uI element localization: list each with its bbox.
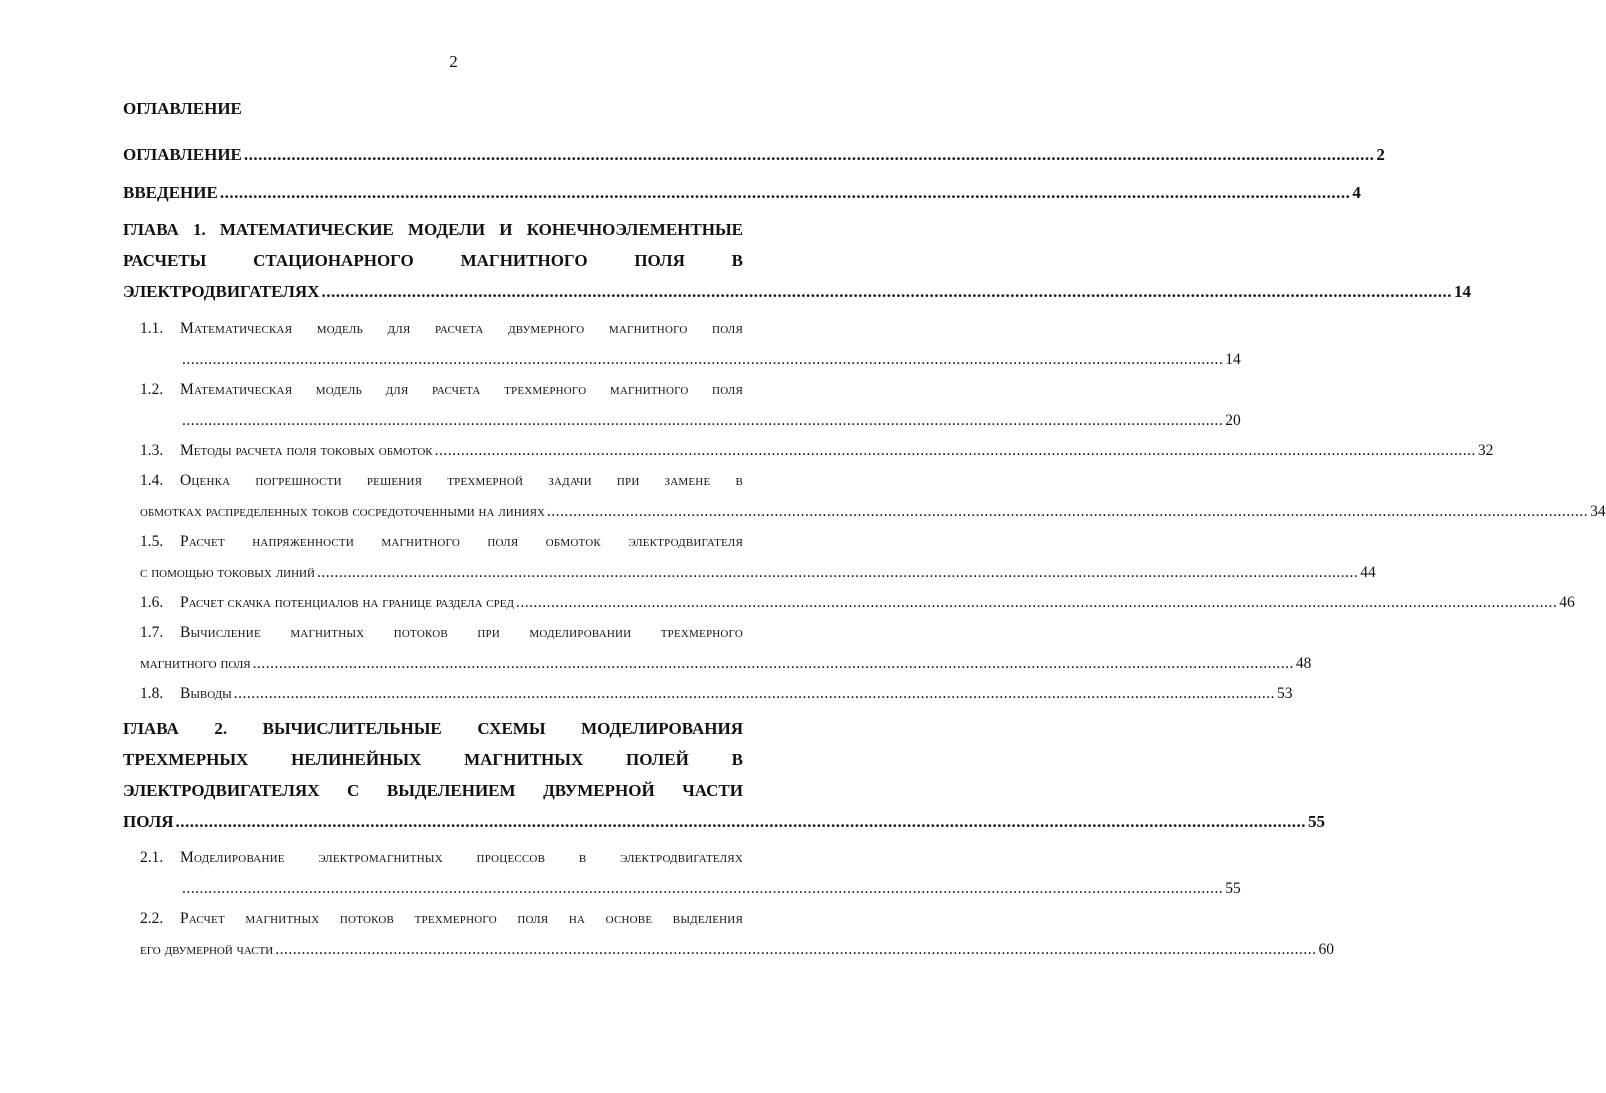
toc-entry-page: 55 — [1308, 812, 1326, 831]
toc-entry-page: 34 — [1590, 503, 1606, 520]
toc-entry-label: ВВЕДЕНИЕ — [123, 183, 218, 202]
toc-entry-label: Методы расчета поля токовых обмоток — [180, 442, 433, 459]
toc-entry-page: 14 — [1453, 282, 1471, 301]
toc-entry-section-2-1[interactable] — [140, 843, 1241, 904]
toc-entry-page: 14 — [1225, 351, 1241, 368]
section-number: 1.4. — [140, 472, 164, 489]
toc-entry-introduction[interactable] — [123, 177, 1361, 208]
toc-entry-label: Расчет скачка потенциалов на границе раздела сред — [180, 594, 514, 611]
toc-entry-label: ПОЛЯ — [123, 812, 174, 831]
leader-dots: .............................................................................................................................................................................................................................................. — [316, 564, 1359, 581]
toc-entry-label: ЭЛЕКТРОДВИГАТЕЛЯХ — [123, 282, 320, 301]
toc-entry-section-1-4[interactable] — [140, 466, 1606, 527]
section-title-line: Расчет напряженности магнитного поля обмоток электродвигателя — [180, 533, 743, 550]
chapter-title-line: ЭЛЕКТРОДВИГАТЕЛЯХ С ВЫДЕЛЕНИЕМ ДВУМЕРНОЙ ЧАСТИ — [123, 781, 743, 800]
section-number: 2.2. — [140, 910, 164, 927]
section-title-line: Математическая модель для расчета двумерного магнитного поля — [180, 320, 743, 337]
toc-entry-section-1-5[interactable] — [140, 527, 1376, 588]
leader-dots: .............................................................................................................................................................................................................................................. — [182, 351, 1224, 368]
section-title-line: Вычисление магнитных потоков при моделировании трехмерного — [180, 624, 743, 641]
toc-entry-section-1-6[interactable] — [140, 588, 1575, 618]
toc-entry-section-1-1[interactable] — [140, 314, 1241, 375]
section-number: 1.6. — [140, 594, 164, 611]
section-title-line: Математическая модель для расчета трехмерного магнитного поля — [180, 381, 743, 398]
section-number: 1.2. — [140, 381, 164, 398]
leader-dots: .............................................................................................................................................................................................................................................. — [182, 880, 1224, 897]
toc-entry-page: 32 — [1477, 442, 1494, 459]
toc-entry-page: 2 — [1376, 145, 1385, 164]
toc-entry-section-1-7[interactable] — [140, 618, 1312, 679]
leader-dots: .............................................................................................................................................................................................................................................. — [515, 594, 1558, 611]
toc-entry-label: его двумерной части — [140, 941, 274, 958]
section-number: 1.3. — [140, 442, 164, 459]
leader-dots: .............................................................................................................................................................................................................................................. — [275, 941, 1317, 958]
toc-entry-chapter-1[interactable] — [123, 214, 1471, 307]
toc-entry-label: обмотках распределенных токов сосредоточенными на линиях — [140, 503, 545, 520]
toc-entry-section-1-2[interactable] — [140, 375, 1241, 436]
leader-dots: .............................................................................................................................................................................................................................................. — [175, 812, 1307, 831]
section-number: 1.1. — [140, 320, 164, 337]
toc-entry-section-1-3[interactable] — [140, 436, 1494, 466]
chapter-title-line: РАСЧЕТЫ СТАЦИОНАРНОГО МАГНИТНОГО ПОЛЯ В — [123, 251, 743, 270]
toc-entry-page: 48 — [1295, 655, 1312, 672]
leader-dots: .............................................................................................................................................................................................................................................. — [252, 655, 1294, 672]
leader-dots: .............................................................................................................................................................................................................................................. — [546, 503, 1589, 520]
toc-entry-page: 60 — [1318, 941, 1334, 958]
toc-entry-label: с помощью токовых линий — [140, 564, 315, 581]
toc-entry-page: 46 — [1559, 594, 1575, 611]
leader-dots: .............................................................................................................................................................................................................................................. — [321, 282, 1452, 301]
section-title-line: Моделирование электромагнитных процессов в электродвигателях — [180, 849, 743, 866]
chapter-title-line: ГЛАВА 2. ВЫЧИСЛИТЕЛЬНЫЕ СХЕМЫ МОДЕЛИРОВАНИЯ — [123, 719, 743, 738]
section-title-line: Оценка погрешности решения трехмерной задачи при замене в — [180, 472, 743, 489]
leader-dots: .............................................................................................................................................................................................................................................. — [233, 685, 1276, 702]
toc-entry-label: магнитного поля — [140, 655, 251, 672]
toc-entry-page: 55 — [1225, 880, 1241, 897]
leader-dots: .............................................................................................................................................................................................................................................. — [243, 145, 1375, 164]
toc-entry-page: 20 — [1225, 412, 1241, 429]
toc-entry-page: 4 — [1352, 183, 1361, 202]
toc-entry-label: ОГЛАВЛЕНИЕ — [123, 145, 242, 164]
leader-dots: .............................................................................................................................................................................................................................................. — [434, 442, 1476, 459]
toc-entry-page: 53 — [1277, 685, 1293, 702]
leader-dots: .............................................................................................................................................................................................................................................. — [182, 412, 1224, 429]
toc-entry-label: Выводы — [180, 685, 232, 702]
chapter-title-line: ГЛАВА 1. МАТЕМАТИЧЕСКИЕ МОДЕЛИ И КОНЕЧНОЭЛЕМЕНТНЫЕ — [123, 220, 743, 239]
toc-heading: ОГЛАВЛЕНИЕ — [123, 99, 242, 118]
section-number: 1.8. — [140, 685, 164, 702]
toc-entry-page: 44 — [1360, 564, 1376, 581]
toc-entry-contents[interactable] — [123, 139, 1385, 170]
toc-entry-section-1-8[interactable] — [140, 679, 1293, 709]
section-number: 1.5. — [140, 533, 164, 550]
page-number: 2 — [449, 52, 458, 71]
leader-dots: .............................................................................................................................................................................................................................................. — [219, 183, 1351, 202]
section-number: 1.7. — [140, 624, 164, 641]
toc-entry-section-2-2[interactable] — [140, 904, 1334, 965]
toc-entry-chapter-2[interactable] — [123, 713, 1326, 837]
chapter-title-line: ТРЕХМЕРНЫХ НЕЛИНЕЙНЫХ МАГНИТНЫХ ПОЛЕЙ В — [123, 750, 743, 769]
section-number: 2.1. — [140, 849, 164, 866]
section-title-line: Расчет магнитных потоков трехмерного поля на основе выделения — [180, 910, 743, 927]
